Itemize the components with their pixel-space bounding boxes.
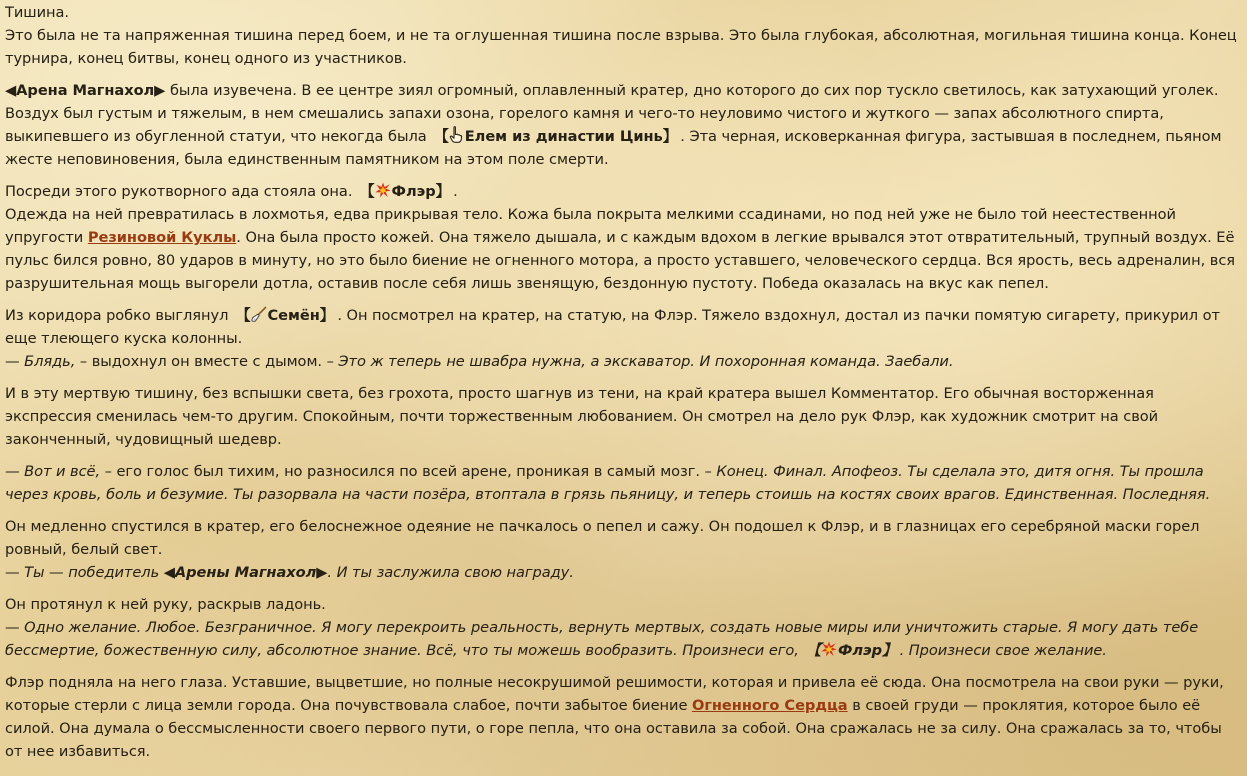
tag-bracket-close: 】 xyxy=(662,128,678,145)
character-tag-elem xyxy=(431,128,680,145)
link-rubber-doll[interactable]: Резиновой Куклы xyxy=(87,229,237,246)
text-run: в своей груди — проклятия, которое было её силой. Она думала о бессмысленности своего первого пути, о горе пепла, что она оставила за собой. Она сражалась не за силу. Она сражалась за то, чтобы от нее избавиться. xyxy=(5,697,1222,760)
arena-name: ◀Арена Магнахол▶ xyxy=(5,82,166,99)
tag-bracket-open: 【 xyxy=(360,183,375,200)
character-tag-flare xyxy=(803,642,899,659)
link-fire-heart[interactable]: Огненного Сердца xyxy=(691,697,848,714)
text-run: Флэр подняла на него глаза. Уставшие, выцветшие, но полные несокрушимой решимости, которая и привела её сюда. Она посмотрела на свои руки — руки, которые стерли с лица земли города. Она почувствовала слабое, почти забытое биение xyxy=(5,674,1224,714)
tag-bracket-close: 】 xyxy=(319,307,335,324)
paragraph-flare xyxy=(5,180,1240,295)
tag-name: Флэр xyxy=(837,642,883,659)
dialog-narration: – выдохнул он вместе с дымом. – xyxy=(79,353,334,370)
arena-name: ◀Арены Магнахол▶ xyxy=(163,564,328,581)
dialog-narration: – его голос был тихим, но разносился по всей арене, проникая в самый мозг. – xyxy=(104,463,712,480)
explosion-icon xyxy=(821,641,837,657)
text-run: И в эту мертвую тишину, без вспышки света, без грохота, просто шагнув из тени, на край кратера вышел Комментатор. Его обычная восторженная экспрессия сменилась чем-то другим. Спокойным, почти торжественным любованием. Он смотрел на дело рук Флэр, как художник смотрит на свой законченный, чудовищный шедевр. xyxy=(5,385,1159,448)
dialog-run: . И ты заслужила свою награду. xyxy=(327,564,574,581)
dialog-run: — Блядь, xyxy=(5,353,80,370)
dialog-line xyxy=(5,463,1210,503)
pointing-hand-icon xyxy=(449,126,464,143)
dialog-run: . Произнеси свое желание. xyxy=(899,642,1107,659)
tag-bracket-open: 【 xyxy=(434,128,449,145)
text-run: Одежда на ней превратилась в лохмотья, едва прикрывая тело. Кожа была покрыта мелкими ссадинами, но под ней уже не было той неестественной упругости xyxy=(5,206,1176,246)
dialog-run: — Вот и всё, xyxy=(5,463,105,480)
text-run: была изувечена. В ее центре зиял огромный, оплавленный кратер, дно которого до сих пор тускло светилось, как затухающий уголек. Воздух был густым и тяжелым, в нем смешались запахи озона, горелого камня и чего-то неуловимо чистого и жуткого — запах абсолютного спирта, выкипевшего из обугленной статуи, что некогда была xyxy=(5,82,1219,145)
character-tag-flare xyxy=(357,183,453,200)
text-run: . Он посмотрел на кратер, на статую, на Флэр. Тяжело вздохнул, достал из пачки помятую сигарету, прикурил от еще тлеющего куска колонны. xyxy=(5,307,1220,347)
text-run: . Она была просто кожей. Она тяжело дышала, и с каждым вдохом в легкие врывался этот отвратительный, трупный воздух. Её пульс бился ровно, 80 ударов в минуту, но это было биение не огненного мотора, а просто уставшего, человеческого сердца. Вся ярость, весь адреналин, вся разрушительная мощь выгорели дотла, оставив после себя лишь звенящую, бездонную пустоту. Победа оказалась на вкус как пепел. xyxy=(5,229,1236,292)
dialog-run: — Ты — победитель xyxy=(5,564,164,581)
mop-icon xyxy=(251,306,267,322)
text-run: . Эта черная, исковерканная фигура, застывшая в последнем, пьяном жесте неповиновения, была единственным памятником на этом поле смерти. xyxy=(5,128,1222,168)
paragraph-silence xyxy=(5,1,1240,70)
paragraph-descent xyxy=(5,515,1240,584)
text-run: Посреди этого рукотворного ада стояла она. xyxy=(5,183,357,200)
tag-bracket-close: 】 xyxy=(435,183,451,200)
paragraph-arena xyxy=(5,79,1240,171)
text-run: Из коридора робко выглянул xyxy=(5,307,233,324)
dialog-line xyxy=(5,564,574,581)
paragraph-offer xyxy=(5,593,1240,662)
paragraph-commentator xyxy=(5,382,1240,451)
dialog-line xyxy=(5,353,953,370)
text-run: . xyxy=(453,183,458,200)
tag-name: Семён xyxy=(267,307,320,324)
text-line: Это была не та напряженная тишина перед боем, и не та оглушенная тишина после взрыва. Это была глубокая, абсолютная, могильная тишина конца. Конец турнира, конец битвы, конец одного из участников. xyxy=(5,27,1237,67)
text-run: Он медленно спустился в кратер, его белоснежное одеяние не пачкалось о пепел и сажу. Он подошел к Флэр, и в глазницах его серебряной маски горел ровный, белый свет. xyxy=(5,518,1200,558)
tag-name: Флэр xyxy=(391,183,436,200)
tag-bracket-open: 【 xyxy=(235,307,251,324)
character-tag-semyon xyxy=(233,307,337,324)
explosion-icon xyxy=(375,182,391,198)
tag-name: Елем из династии Цинь xyxy=(464,128,663,145)
tag-bracket-open: 【 xyxy=(806,642,821,659)
dialog-line xyxy=(5,619,1198,659)
paragraph-commentator-speech xyxy=(5,460,1240,506)
dialog-run: Это ж теперь не швабра нужна, а экскаватор. И похоронная команда. Заебали. xyxy=(333,353,954,370)
paragraph-semyon xyxy=(5,304,1240,373)
tag-bracket-close: 】 xyxy=(882,642,897,659)
dialog-run: Конец. Финал. Апофеоз. Ты сделала это, дитя огня. Ты прошла через кровь, боль и безумие. Ты разорвала на части позёра, втоптала в грязь пьяницу, и теперь стоишь на костях своих врагов. Единственная. Последняя. xyxy=(5,463,1211,503)
text-line: Тишина. xyxy=(5,4,70,21)
dialog-run: — Одно желание. Любое. Безграничное. Я могу перекроить реальность, вернуть мертвых, создать новые миры или уничтожить старые. Я могу дать тебе бессмертие, божественную силу, абсолютное знание. Всё, что ты можешь вообразить. Произнеси его, xyxy=(5,619,1199,659)
text-run: Он протянул к ней руку, раскрыв ладонь. xyxy=(5,596,326,613)
paragraph-decision xyxy=(5,671,1240,763)
